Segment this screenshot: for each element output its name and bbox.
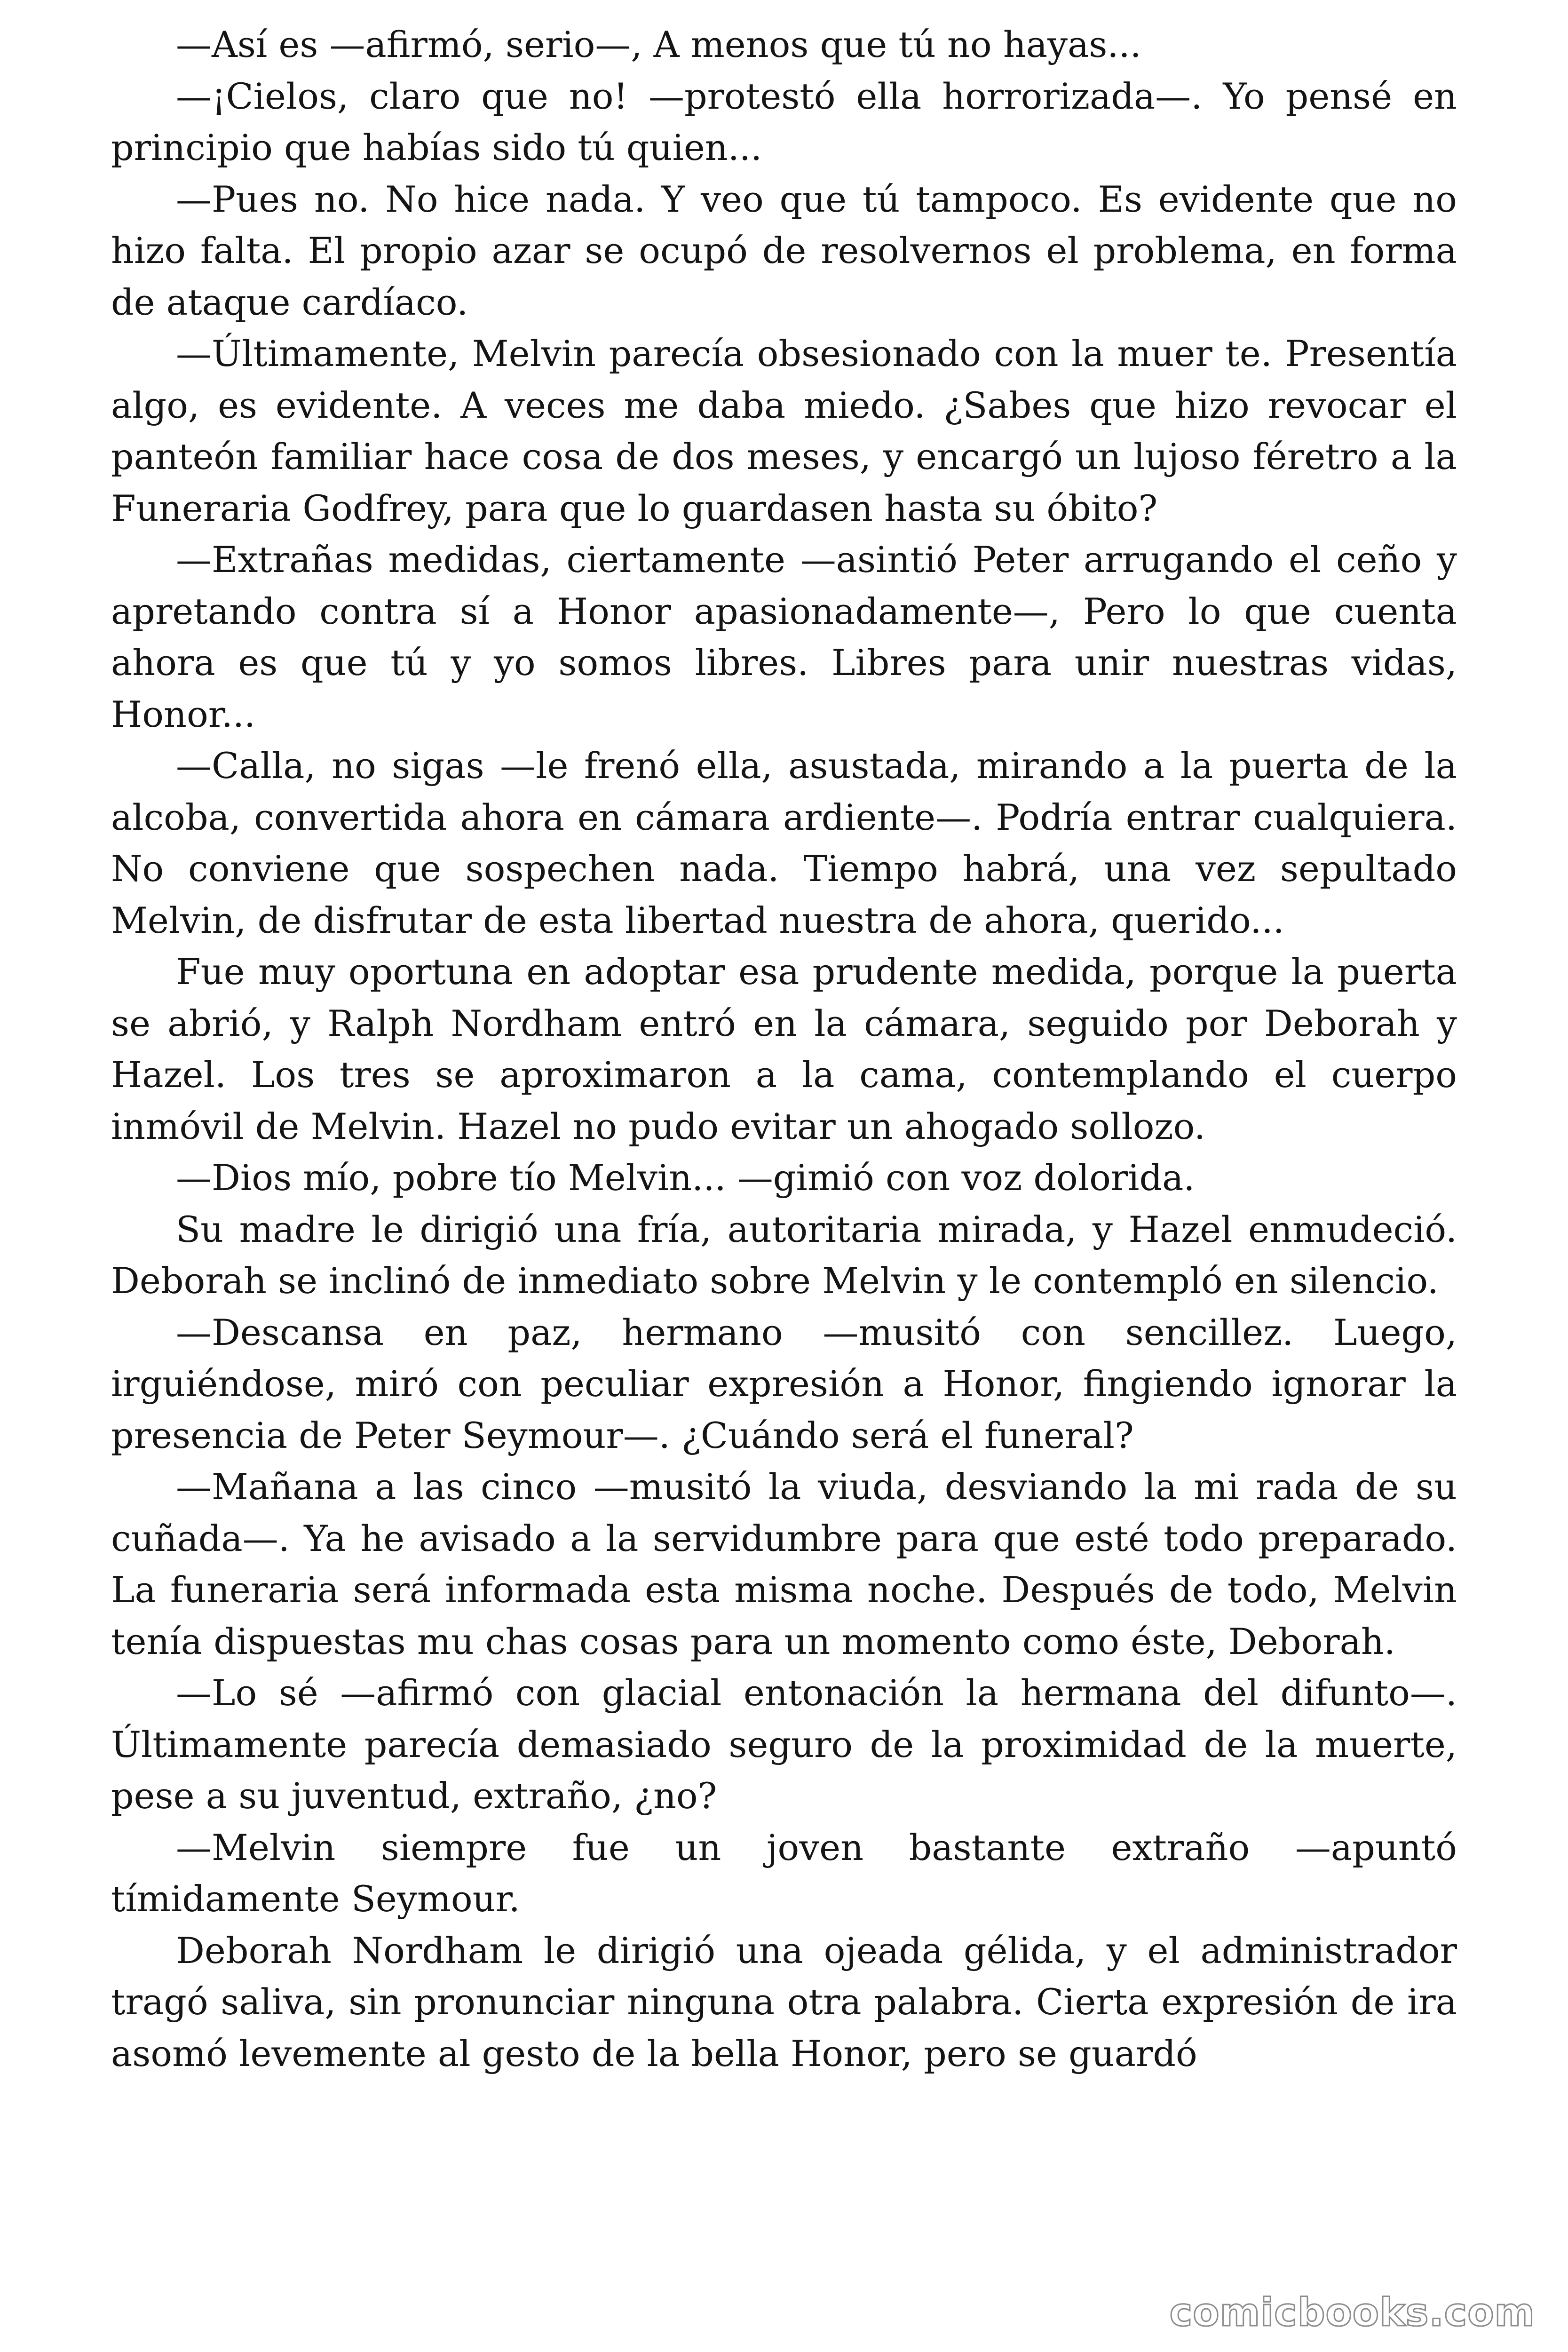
paragraph: —Así es —afirmó, serio—, A menos que tú no hayas... xyxy=(176,24,1141,65)
paragraph: —Calla, no sigas —le frenó ella, asustada, mirando a la puerta de la alcoba, convertida ahora en cámara ardiente—. Podría entrar cualquiera. No conviene que sospechen nada. Tiempo habrá, una vez sepultado Melvin, de disfrutar de esta libertad nuestra de ahora, querido... xyxy=(111,745,1457,941)
paragraph: —Lo sé —afirmó con glacial entonación la hermana del difunto—. Últimamente parecía demasiado seguro de la proximidad de la muerte, pese a su juventud, extraño, ¿no? xyxy=(111,1672,1457,1817)
paragraph: Deborah Nordham le dirigió una ojeada gélida, y el administrador tragó saliva, sin pronunciar ninguna otra palabra. Cierta expresión de ira asomó levemente al gesto de la bella Honor, pero se guardó xyxy=(111,1929,1457,2074)
paragraph: —Mañana a las cinco —musitó la viuda, desviando la mi rada de su cuñada—. Ya he avisado a la servidumbre para que esté todo preparado. La funeraria será informada esta misma noche. Después de todo, Melvin tenía dispuestas mu chas cosas para un momento como éste, Deborah. xyxy=(111,1466,1457,1662)
paragraph: —Descansa en paz, hermano —musitó con sencillez. Luego, irguiéndose, miró con peculiar expresión a Honor, fingiendo ignorar la presencia de Peter Seymour—. ¿Cuándo será el funeral? xyxy=(111,1311,1457,1456)
paragraph: —Últimamente, Melvin parecía obsesionado con la muer te. Presentía algo, es evidente. A veces me daba miedo. ¿Sabes que hizo revocar el panteón familiar hace cosa de dos meses, y encargó un lujoso féretro a la Funeraria Godfrey, para que lo guardasen hasta su óbito? xyxy=(111,333,1457,529)
watermark: comicbooks.com xyxy=(1169,2290,1535,2335)
paragraph: —¡Cielos, claro que no! —protestó ella horrorizada—. Yo pensé en principio que habías sido tú quien... xyxy=(111,75,1457,168)
document-page xyxy=(111,19,1457,2079)
paragraph: —Extrañas medidas, ciertamente —asintió Peter arrugando el ceño y apretando contra sí a Honor apasionadamente—, Pero lo que cuenta ahora es que tú y yo somos libres. Libres para unir nuestras vidas, Honor... xyxy=(111,539,1457,735)
paragraph: —Melvin siempre fue un joven bastante extraño —apuntó tímidamente Seymour. xyxy=(111,1826,1457,1920)
paragraph: —Dios mío, pobre tío Melvin... —gimió con voz dolorida. xyxy=(176,1157,1195,1199)
paragraph: Su madre le dirigió una fría, autoritaria mirada, y Hazel enmudeció. Deborah se inclinó de inmediato sobre Melvin y le contempló en silencio. xyxy=(111,1208,1457,1302)
paragraph: Fue muy oportuna en adoptar esa prudente medida, porque la puerta se abrió, y Ralph Nordham entró en la cámara, seguido por Deborah y Hazel. Los tres se aproximaron a la cama, contemplando el cuerpo inmóvil de Melvin. Hazel no pudo evitar un ahogado sollozo. xyxy=(111,951,1457,1147)
paragraph: —Pues no. No hice nada. Y veo que tú tampoco. Es evidente que no hizo falta. El propio azar se ocupó de resolvernos el problema, en forma de ataque cardíaco. xyxy=(111,178,1457,323)
